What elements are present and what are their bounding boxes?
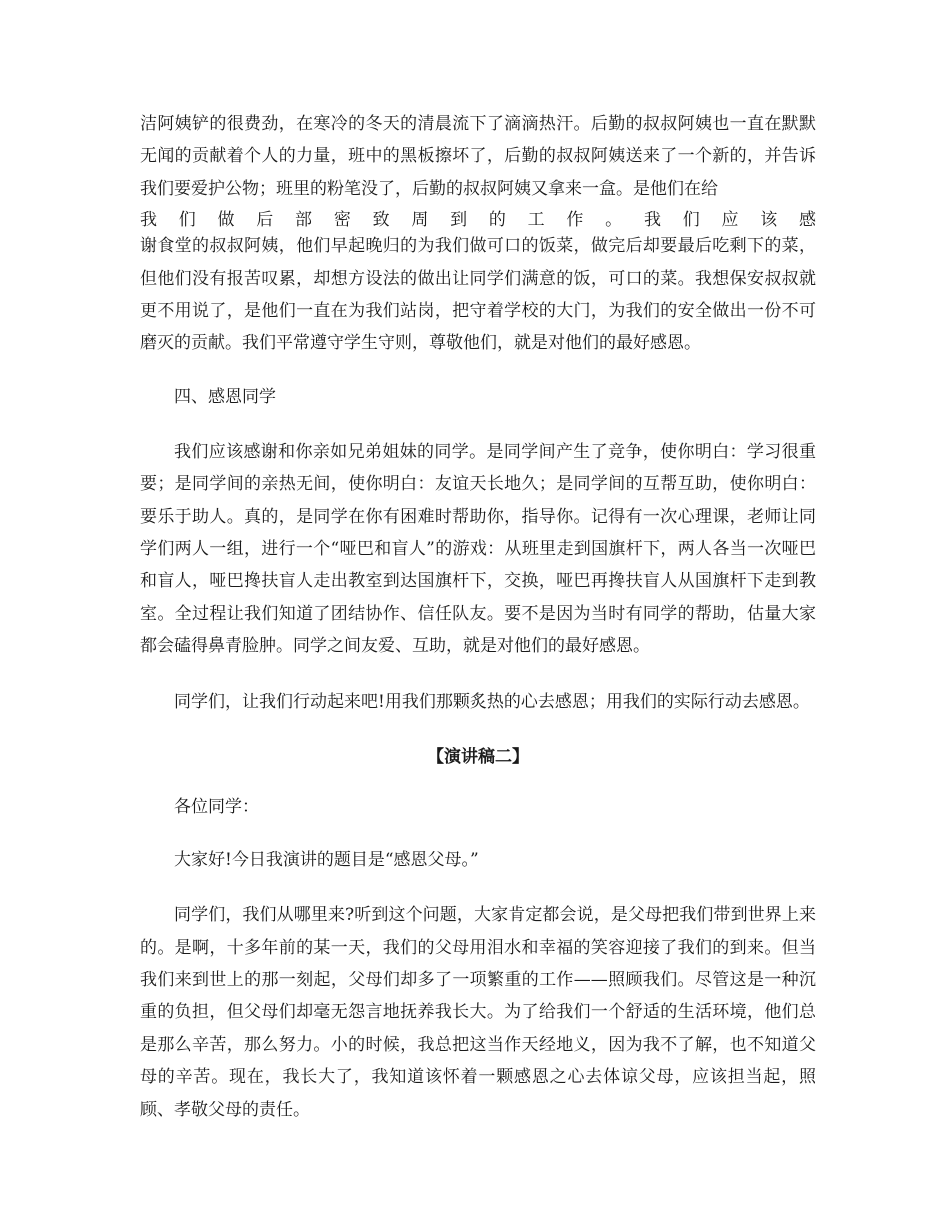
document-page [140,108,816,1126]
paragraph-classmates: 我们应该感谢和你亲如兄弟姐妹的同学。是同学间产生了竞争，使你明白：学习很重要；是同学间的亲热无间，使你明白：友谊天长地久；是同学间的互帮互助，使你明白：要乐于助人。真的，是同学在你有困难时帮助你，指导你。记得有一次心理课，老师让同学们两人一组，进行一个“哑巴和盲人”的游戏：从班里走到国旗杆下，两人各当一次哑巴和盲人，哑巴搀扶盲人走出教室到达国旗杆下，交换，哑巴再搀扶盲人从国旗杆下走到教室。全过程让我们知道了团结协作、信任队友。要不是因为当时有同学的帮助，估量大家都会磕得鼻青脸肿。同学之间友爱、互助，就是对他们的最好感恩。 [140,441,816,657]
greeting: 各位同学： [174,797,259,818]
section-heading-thank-classmates: 四、感恩同学 [174,386,276,407]
paragraph-text: 洁阿姨铲的很费劲，在寒冷的冬天的清晨流下了滴滴热汗。后勤的叔叔阿姨也一直在默默无闻的贡献着个人的力量，班中的黑板擦坏了，后勤的叔叔阿姨送来了一个新的，并告诉我们要爱护公物；班里的粉笔没了，后勤的叔叔阿姨又拿来一盒。是他们在给 [140,114,816,199]
speech-intro: 大家好!今日我演讲的题目是“感恩父母。” [174,850,479,871]
speech-two-title: 【演讲稿二】 [427,747,529,768]
paragraph-call-to-action: 同学们，让我们行动起来吧!用我们那颗炙热的心去感恩；用我们的实际行动去感恩。 [174,691,810,712]
paragraph-parents: 同学们，我们从哪里来?听到这个问题，大家肯定都会说，是父母把我们带到世界上来的。是啊，十多年前的某一天，我们的父母用泪水和幸福的笑容迎接了我们的到来。但当我们来到世上的那一刻起，父母们却多了一项繁重的工作——照顾我们。尽管这是一种沉重的负担，但父母们却毫无怨言地抚养我长大。为了给我们一个舒适的生活环境，他们总是那么辛苦，那么努力。小的时候，我总把这当作天经地义，因为我不了解，也不知道父母的辛苦。现在，我长大了，我知道该怀着一颗感恩之心去体谅父母，应该担当起，照顾、孝敬父母的责任。 [140,905,816,1120]
paragraph-spaced-line: 我们做后部密致周到的工作。我们应该感 [140,210,816,231]
paragraph-staff-thanks [140,108,816,360]
paragraph-text: 谢食堂的叔叔阿姨，他们早起晚归的为我们做可口的饭菜，做完后却要最后吃剩下的菜，但他们没有报苦叹累，却想方设法的做出让同学们满意的饭，可口的菜。我想保安叔叔就更不用说了，是他们一直在为我们站岗，把守着学校的大门，为我们的安全做出一份不可磨灭的贡献。我们平常遵守学生守则，尊敬他们，就是对他们的最好感恩。 [140,236,816,354]
